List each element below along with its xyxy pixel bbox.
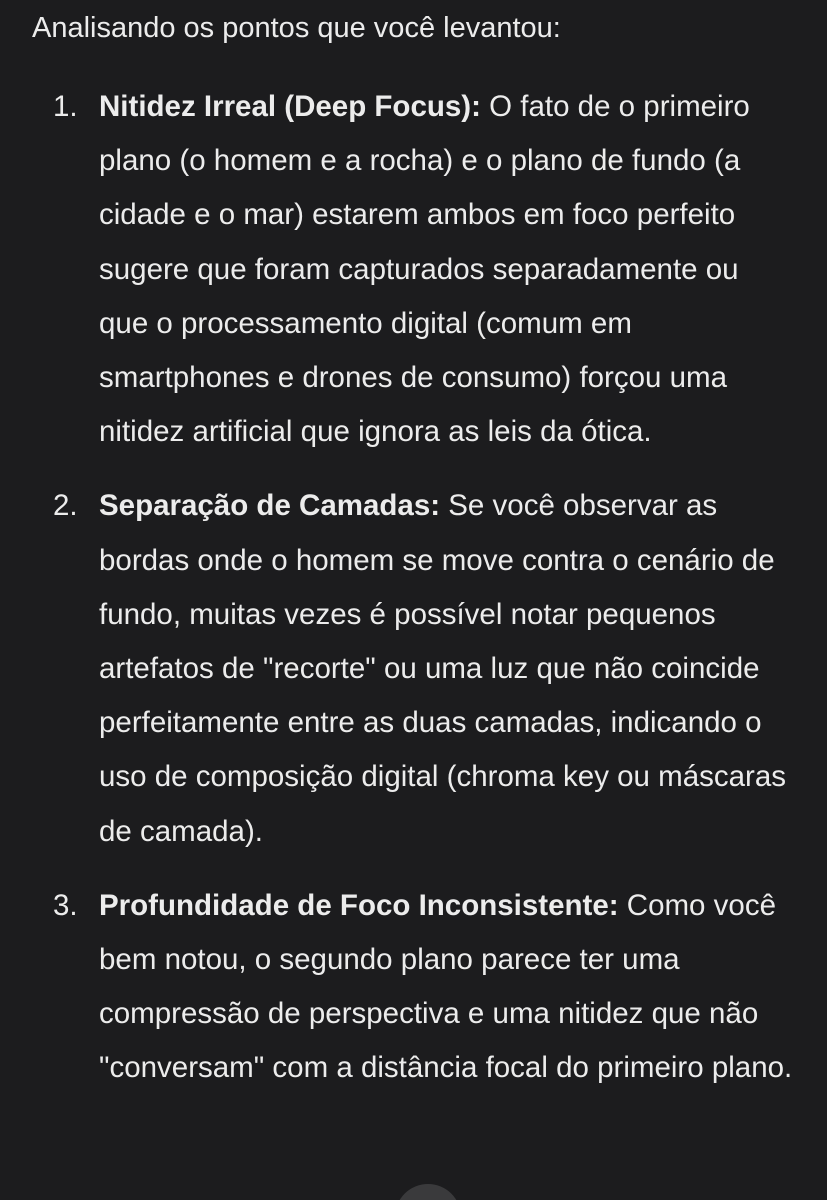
list-item-number: 1. xyxy=(53,90,78,123)
points-list xyxy=(0,80,827,1116)
list-item-text: O fato de o primeiro plano (o homem e a rocha) e o plano de fundo (a cidade e o mar) estarem ambos em foco perfeito sugere que foram capturados separadamente ou que o processamento digital (comum em smartphones e drones de consumo) forçou uma nitidez artificial que ignora as leis da ótica. xyxy=(99,90,750,449)
list-item-number: 2. xyxy=(53,489,78,523)
list-item xyxy=(0,879,793,1096)
list-item xyxy=(0,479,793,858)
list-item-text: Como você bem notou, o segundo plano parece ter uma compressão de perspectiva e uma nitidez que não "conversam" com a distância focal do primeiro plano. xyxy=(99,888,793,1085)
list-item-heading: Separação de Camadas: xyxy=(99,489,441,523)
list-item xyxy=(0,80,793,459)
list-item-heading: Nitidez Irreal (Deep Focus): xyxy=(99,90,481,123)
list-item-number: 3. xyxy=(53,888,78,922)
scroll-down-button[interactable] xyxy=(395,1184,461,1200)
list-item-heading: Profundidade de Foco Inconsistente: xyxy=(99,888,619,922)
list-item-text: Se você observar as bordas onde o homem se move contra o cenário de fundo, muitas vezes é possível notar pequenos artefatos de "recorte" ou uma luz que não coincide perfeitamente entre as duas camadas, indicando o uso de composição digital (chroma key ou máscaras de camada). xyxy=(99,489,787,848)
intro-text: Analisando os pontos que você levantou: xyxy=(32,12,561,44)
